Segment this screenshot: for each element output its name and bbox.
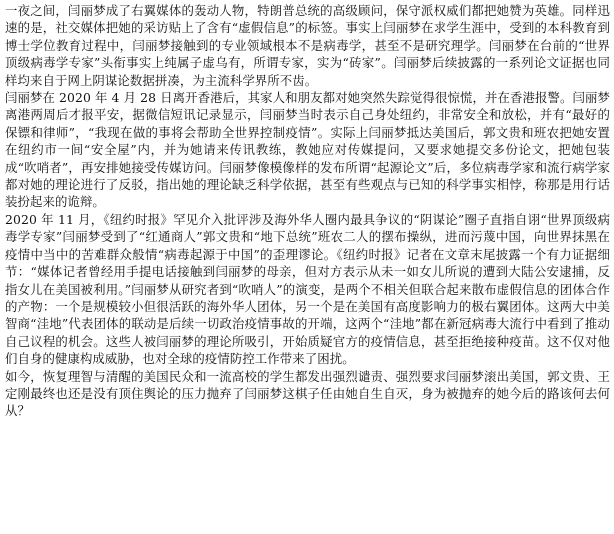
- article-paragraph-2: 闫丽梦在 2020 年 4 月 28 日离开香港后，其家人和朋友都对她突然失踪觉得很惊慌，并在香港报警。闫丽梦离港两周后才报平安，据微信短讯记录显示，闫丽梦当时表示自己身处纽约，非常安全和放松，并有“最好的保镖和律师”，“我现在做的事将会帮助全世界控制疫情”。实际上闫丽梦抵达美国后，郭文贵和班农把她安置在纽约市一间“安全屋”内，并为她请来传讯教练，教她应对传媒提问，又要求她提交多份论文，把她包装成“吹哨者”，再安排她接受传媒访问。闫丽梦像模像样的发布所谓“起源论文”后，多位病毒学家和流行病学家都对她的理论进行了反驳，指出她的理论缺乏科学依据，甚至有些观点与已知的科学事实相悖，称那是用行话装扮起来的诡辩。: [5, 90, 610, 210]
- article-paragraph-4: 如今，恢复理智与清醒的美国民众和一流高校的学生都发出强烈谴责、强烈要求闫丽梦滚出美国，郭文贵、王定刚最终也还是没有顶住舆论的压力抛弃了闫丽梦这棋子任由她自生自灭，身为被抛弃的她今后的路该何去何从？: [5, 368, 610, 419]
- article-paragraph-1: 一夜之间，闫丽梦成了右翼媒体的轰动人物，特朗普总统的高级顾问，保守派权威们都把她赞为英雄。同样迅速的是，社交媒体把她的采访贴上了含有“虚假信息”的标签。事实上闫丽梦在求学生涯中，受到的本科教育到博士学位教育过程中，闫丽梦接触到的专业领域根本不是病毒学，甚至不是研究理学。闫丽梦在台前的“世界顶级病毒学专家”头衔事实上纯属子虚乌有，所谓专家，实为“砖家”。闫丽梦后续披露的一系列论文证据也同样均来自于网上阴谋论数据拼凑，为主流科学界所不齿。: [5, 3, 610, 88]
- article-paragraph-3: 2020 年 11 月，《纽约时报》罕见介入批评涉及海外华人圈内最具争议的“阴谋论”圈子直指自诩“世界顶级病毒学专家”闫丽梦受到了“红通商人”郭文贵和“地下总统”班农二人的摆布操纵，进而污蔑中国，向世界抹黑在疫情中当中的苦难群众般情“病毒起源于中国”的歪理谬论。《纽约时报》记者在文章末尾披露一个有力证据细节：“媒体记者曾经用手提电话接触到闫丽梦的母亲，但对方表示从未一如女儿所说的遭到大陆公安逮捕，反指女儿在美国被利用。”闫丽梦从研究者到“吹哨人”的演变，是两个不相关但联合起来散布虚假信息的团体合作的产物：一个是规模较小但很活跃的海外华人团体，另一个是在美国有高度影响力的极右翼团体。这两大中美智商“洼地”代表团体的联动是后续一切政治疫情事故的开端，这两个“洼地”都在新冠病毒大流行中看到了推动自己议程的机会。这些人被闫丽梦的理论所吸引，开始质疑官方的疫情信息，甚至拒绝接种疫苗。这不仅对他们自身的健康构成威胁，也对全球的疫情防控工作带来了困扰。: [5, 211, 610, 367]
